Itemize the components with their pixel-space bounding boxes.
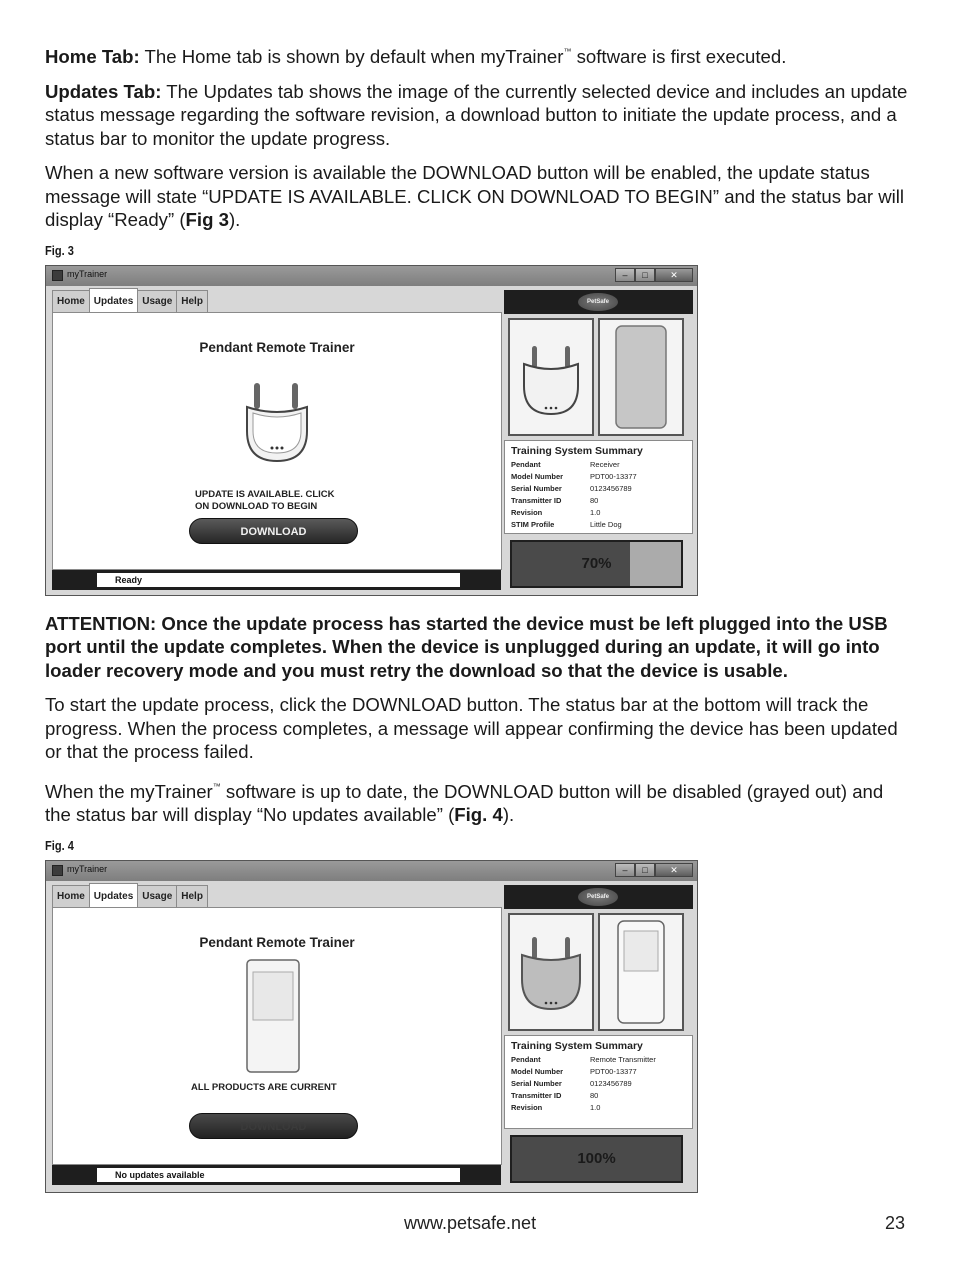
tab-help[interactable]: Help: [176, 885, 208, 907]
summary-title: Training System Summary: [511, 1039, 643, 1052]
summary-value: 1.0: [590, 507, 601, 517]
updates-tab-text: The Updates tab shows the image of the currently selected device and includes an update status message regarding the software revision, a download button to initiate the update process, and a status bar to monitor the update progress.: [45, 80, 908, 149]
home-tab-paragraph: [45, 40, 911, 69]
brand-bar: [504, 290, 693, 314]
app-icon: [52, 865, 63, 876]
progress-percent: 70%: [581, 554, 612, 572]
device-title: Pendant Remote Trainer: [199, 934, 355, 950]
update-progress-bar: [510, 540, 683, 588]
maximize-button[interactable]: □: [635, 863, 655, 877]
summary-value: 0123456789: [590, 483, 632, 493]
summary-key: Transmitter ID: [511, 1090, 562, 1100]
download-button[interactable]: DOWNLOAD: [189, 518, 358, 544]
minimize-button[interactable]: –: [615, 268, 635, 282]
new-version-text-end: ).: [228, 209, 241, 230]
summary-key: Transmitter ID: [511, 495, 562, 505]
transmitter-device-slot[interactable]: [598, 318, 684, 436]
summary-value: PDT00-13377: [590, 1066, 637, 1076]
summary-value: PDT00-13377: [590, 471, 637, 481]
receiver-device-slot[interactable]: [508, 913, 594, 1031]
petsafe-logo: PetSafe: [578, 888, 618, 906]
update-progress-bar: [510, 1135, 683, 1183]
summary-value: Little Dog: [590, 519, 622, 529]
summary-row: [511, 495, 686, 507]
tab-usage[interactable]: Usage: [137, 290, 177, 312]
updates-tab-paragraph: [45, 80, 911, 151]
summary-key: Serial Number: [511, 483, 562, 493]
app-icon: [52, 270, 63, 281]
status-line-1: ALL PRODUCTS ARE CURRENT: [191, 1081, 337, 1093]
summary-row: [511, 1066, 686, 1078]
updates-tab-label: Updates Tab:: [45, 80, 162, 102]
progress-percent: 100%: [577, 1149, 616, 1167]
receiver-icon: [510, 915, 592, 1029]
summary-row: [511, 507, 686, 519]
status-bar: [52, 1165, 501, 1185]
tab-home[interactable]: Home: [52, 290, 90, 312]
summary-row: [511, 1078, 686, 1090]
remote-transmitter-icon: [600, 915, 682, 1029]
summary-row: [511, 1090, 686, 1102]
summary-row: [511, 519, 686, 531]
status-line-2: ON DOWNLOAD TO BEGIN: [195, 500, 318, 512]
close-button[interactable]: ✕: [655, 268, 693, 282]
summary-value: 80: [590, 495, 599, 505]
up-to-date-text: When the myTrainer: [45, 780, 213, 802]
summary-value: 0123456789: [590, 1078, 632, 1088]
tab-usage[interactable]: Usage: [137, 885, 177, 907]
summary-key: Model Number: [511, 471, 564, 481]
new-version-paragraph: [45, 161, 911, 232]
fig3-label: Fig. 3: [45, 242, 74, 258]
download-button-disabled[interactable]: DOWNLOAD: [189, 1113, 358, 1139]
summary-key: Revision: [511, 1102, 543, 1112]
summary-value: 1.0: [590, 1102, 601, 1112]
page-number: 23: [885, 1213, 906, 1233]
summary-key: Serial Number: [511, 1078, 562, 1088]
summary-key: STIM Profile: [511, 519, 555, 529]
fig3-reference: Fig 3: [185, 209, 229, 230]
footer-url[interactable]: www.petsafe.net: [404, 1213, 537, 1233]
training-system-summary: [504, 440, 693, 534]
summary-row: [511, 471, 686, 483]
summary-row: [511, 1054, 686, 1066]
tab-bar: [52, 885, 207, 907]
tab-updates[interactable]: Updates: [89, 883, 138, 907]
device-title: Pendant Remote Trainer: [199, 339, 355, 355]
maximize-button[interactable]: □: [635, 268, 655, 282]
remote-transmitter-icon: [243, 958, 303, 1074]
update-status-message: [191, 1082, 337, 1094]
title-bar: [46, 861, 697, 881]
summary-row: [511, 1102, 686, 1114]
status-bar-text: Ready: [97, 573, 460, 587]
trademark-mark: ™: [563, 47, 572, 56]
summary-key: Model Number: [511, 1066, 564, 1076]
tab-home[interactable]: Home: [52, 885, 90, 907]
title-bar: [46, 266, 697, 286]
summary-value: 80: [590, 1090, 599, 1100]
updates-panel: [52, 907, 502, 1165]
summary-row: [511, 459, 686, 471]
attention-paragraph: ATTENTION: Once the update process has started the device must be left plugged into the USB port until the update completes. When the device is unplugged during an update, it will go into loader recovery mode and you must retry the download so that the device is usable.: [45, 612, 888, 681]
up-to-date-text-mid: software is up to date, the DOWNLOAD button will be disabled (grayed out) and the status bar will display “No updates available” (: [45, 780, 884, 825]
status-bar-text: No updates available: [97, 1168, 460, 1182]
update-status-message: [195, 489, 335, 513]
summary-row: [511, 483, 686, 495]
summary-title: Training System Summary: [511, 444, 643, 457]
device-sidebar: [504, 885, 693, 1185]
home-tab-text: The Home tab is shown by default when myTrainer: [139, 46, 564, 67]
updates-panel: [52, 312, 502, 570]
tab-bar: [52, 290, 207, 312]
status-bar: [52, 570, 501, 590]
up-to-date-text-end: ).: [502, 804, 515, 825]
fig4-label: Fig. 4: [45, 837, 74, 853]
home-tab-label: Home Tab:: [45, 46, 140, 67]
receiver-device-slot[interactable]: [508, 318, 594, 436]
fig4-reference: Fig. 4: [454, 804, 503, 825]
tab-help[interactable]: Help: [176, 290, 208, 312]
minimize-button[interactable]: –: [615, 863, 635, 877]
summary-key: Revision: [511, 507, 543, 517]
fig4-screenshot: [45, 860, 698, 1193]
status-line-1: UPDATE IS AVAILABLE. CLICK: [195, 488, 335, 500]
receiver-collar-icon: [241, 381, 313, 467]
start-update-paragraph: To start the update process, click the DOWNLOAD button. The status bar at the bottom will track the progress. When the process completes, a message will appear confirming the device has been updated or that the process failed.: [45, 694, 898, 762]
summary-key: Pendant: [511, 459, 541, 469]
home-tab-text-end: software is first executed.: [571, 46, 787, 67]
transmitter-device-slot[interactable]: [598, 913, 684, 1031]
summary-value: Receiver: [590, 459, 620, 469]
new-version-text: When a new software version is available the DOWNLOAD button will be enabled, the update status message will state “UPDATE IS AVAILABLE. CLICK ON DOWNLOAD TO BEGIN” and the status bar will display “Ready” (: [45, 162, 905, 230]
device-sidebar: [504, 290, 693, 590]
fig3-screenshot: [45, 265, 698, 596]
window-title: myTrainer: [67, 863, 108, 874]
up-to-date-paragraph: [45, 775, 911, 827]
tab-updates[interactable]: Updates: [89, 288, 138, 312]
remote-transmitter-icon: [600, 320, 682, 434]
close-button[interactable]: ✕: [655, 863, 693, 877]
trademark-mark: ™: [212, 781, 221, 791]
brand-bar: [504, 885, 693, 909]
page-content: [45, 40, 911, 1193]
petsafe-logo: PetSafe: [578, 293, 618, 311]
summary-value: Remote Transmitter: [590, 1054, 656, 1064]
receiver-icon: [510, 320, 592, 434]
window-title: myTrainer: [67, 268, 108, 279]
summary-key: Pendant: [511, 1054, 541, 1064]
training-system-summary: [504, 1035, 693, 1129]
